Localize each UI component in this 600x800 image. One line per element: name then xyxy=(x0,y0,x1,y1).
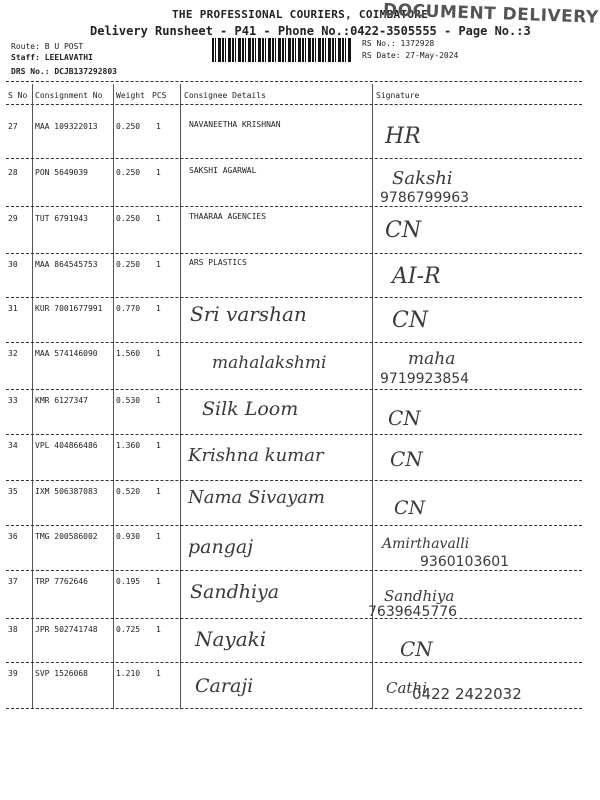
row-consignee-handwritten: Krishna kumar xyxy=(188,445,324,466)
row-weight: 0.195 xyxy=(116,577,141,586)
row-signature: CN xyxy=(385,218,422,243)
row-consignee-handwritten: Sri varshan xyxy=(190,302,307,326)
drs-number: DRS No.: DCJB137292803 xyxy=(11,67,117,76)
table-row xyxy=(0,112,600,160)
row-signature-number: 0422 2422032 xyxy=(412,685,522,703)
row-weight: 0.725 xyxy=(116,625,141,634)
row-signature: HR xyxy=(385,124,421,149)
row-signature: CN xyxy=(392,308,429,333)
row-signature: CN xyxy=(390,447,423,471)
row-consignee: THAARAA AGENCIES xyxy=(189,212,267,221)
row-sno: 27 xyxy=(8,122,18,131)
column-header-signature: Signature xyxy=(376,91,420,100)
row-pcs: 1 xyxy=(156,577,161,586)
row-sno: 35 xyxy=(8,487,18,496)
row-consignment: MAA 864545753 xyxy=(35,260,98,269)
runsheet-title: Delivery Runsheet - P41 - Phone No.:0422-3505555 - Page No.:3 xyxy=(90,24,531,38)
table-row xyxy=(0,526,600,574)
row-signature: Sakshi xyxy=(392,168,453,189)
row-weight: 0.930 xyxy=(116,532,141,541)
row-consignee: NAVANEETHA KRISHNAN xyxy=(189,120,281,129)
row-consignment: TMG 200586002 xyxy=(35,532,98,541)
company-title: THE PROFESSIONAL COURIERS, COIMBATORE xyxy=(172,8,429,21)
row-pcs: 1 xyxy=(156,669,161,678)
row-pcs: 1 xyxy=(156,441,161,450)
row-consignee: SAKSHI AGARWAL xyxy=(189,166,257,175)
row-sno: 36 xyxy=(8,532,18,541)
row-divider xyxy=(6,708,582,709)
column-header-pcs: PCS xyxy=(152,91,167,100)
row-pcs: 1 xyxy=(156,304,161,313)
row-pcs: 1 xyxy=(156,532,161,541)
row-weight: 0.520 xyxy=(116,487,141,496)
row-signature: maha xyxy=(408,349,456,369)
row-weight: 1.210 xyxy=(116,669,141,678)
row-pcs: 1 xyxy=(156,487,161,496)
table-row xyxy=(0,571,600,619)
column-header-consignment: Consignment No xyxy=(35,91,103,100)
table-row xyxy=(0,435,600,483)
row-weight: 1.360 xyxy=(116,441,141,450)
row-pcs: 1 xyxy=(156,122,161,131)
column-header-consignee: Consignee Details xyxy=(184,91,266,100)
row-sno: 38 xyxy=(8,625,18,634)
row-weight: 0.770 xyxy=(116,304,141,313)
row-sno: 33 xyxy=(8,396,18,405)
rs-number: RS No.: 1372928 xyxy=(362,39,435,48)
table-row xyxy=(0,208,600,256)
row-signature: Amirthavalli xyxy=(382,536,470,552)
row-sno: 31 xyxy=(8,304,18,313)
row-pcs: 1 xyxy=(156,625,161,634)
row-consignment: MAA 109322013 xyxy=(35,122,98,131)
row-consignment: VPL 404866486 xyxy=(35,441,98,450)
row-signature: CN xyxy=(394,497,426,519)
row-consignee-handwritten: Caraji xyxy=(195,675,254,697)
row-signature: Sandhiya xyxy=(384,587,455,605)
row-signature-number: 7639645776 xyxy=(368,604,458,620)
row-sno: 32 xyxy=(8,349,18,358)
row-weight: 0.250 xyxy=(116,122,141,131)
route-label: Route: B U POST xyxy=(11,42,84,51)
row-consignment: KUR 7001677991 xyxy=(35,304,103,313)
row-sno: 37 xyxy=(8,577,18,586)
row-consignment: JPR 502741748 xyxy=(35,625,98,634)
table-row xyxy=(0,663,600,711)
row-weight: 0.250 xyxy=(116,168,141,177)
staff-label: Staff: LEELAVATHI xyxy=(11,53,93,62)
column-header-weight: Weight xyxy=(116,91,145,100)
row-sno: 39 xyxy=(8,669,18,678)
row-consignment: TUT 6791943 xyxy=(35,214,88,223)
row-pcs: 1 xyxy=(156,168,161,177)
table-row xyxy=(0,298,600,346)
table-row xyxy=(0,481,600,529)
row-sno: 30 xyxy=(8,260,18,269)
row-pcs: 1 xyxy=(156,260,161,269)
row-consignment: IXM 506387083 xyxy=(35,487,98,496)
table-row xyxy=(0,254,600,302)
row-consignee-handwritten: Silk Loom xyxy=(202,398,299,420)
row-weight: 0.250 xyxy=(116,214,141,223)
header-divider-bottom xyxy=(6,104,582,105)
row-consignee-handwritten: pangaj xyxy=(188,536,254,558)
row-consignee-handwritten: Nayaki xyxy=(195,627,267,651)
row-signature-number: 9786799963 xyxy=(380,190,470,206)
row-sno: 28 xyxy=(8,168,18,177)
row-signature: CN xyxy=(388,406,421,430)
row-consignee-handwritten: mahalakshmi xyxy=(212,353,327,373)
row-sno: 29 xyxy=(8,214,18,223)
row-signature-number: 9360103601 xyxy=(420,554,510,570)
row-pcs: 1 xyxy=(156,349,161,358)
column-header-sno: S No xyxy=(8,91,28,100)
document-delivery-stamp: DOCUMENT DELIVERY xyxy=(382,0,600,28)
row-consignee-handwritten: Sandhiya xyxy=(190,581,280,603)
table-row xyxy=(0,160,600,208)
rs-date: RS Date: 27-May-2024 xyxy=(362,51,459,60)
row-consignee-handwritten: Nama Sivayam xyxy=(188,487,325,508)
row-divider xyxy=(6,206,582,207)
row-weight: 1.560 xyxy=(116,349,141,358)
row-signature-number: 9719923854 xyxy=(380,371,470,387)
row-weight: 0.530 xyxy=(116,396,141,405)
table-row xyxy=(0,390,600,438)
row-pcs: 1 xyxy=(156,396,161,405)
row-sno: 34 xyxy=(8,441,18,450)
row-weight: 0.250 xyxy=(116,260,141,269)
table-row xyxy=(0,343,600,391)
row-pcs: 1 xyxy=(156,214,161,223)
row-consignment: PON 5649039 xyxy=(35,168,88,177)
row-signature: CN xyxy=(400,637,433,661)
row-signature: Cathi xyxy=(386,679,427,697)
row-consignment: SVP 1526068 xyxy=(35,669,88,678)
row-signature: AI-R xyxy=(392,264,441,289)
barcode xyxy=(212,38,352,62)
row-divider xyxy=(6,158,582,159)
row-consignee: ARS PLASTICS xyxy=(189,258,247,267)
row-consignment: TRP 7762646 xyxy=(35,577,88,586)
row-consignment: MAA 574146090 xyxy=(35,349,98,358)
header-divider-top xyxy=(6,81,582,82)
row-consignment: KMR 6127347 xyxy=(35,396,88,405)
table-row xyxy=(0,619,600,667)
